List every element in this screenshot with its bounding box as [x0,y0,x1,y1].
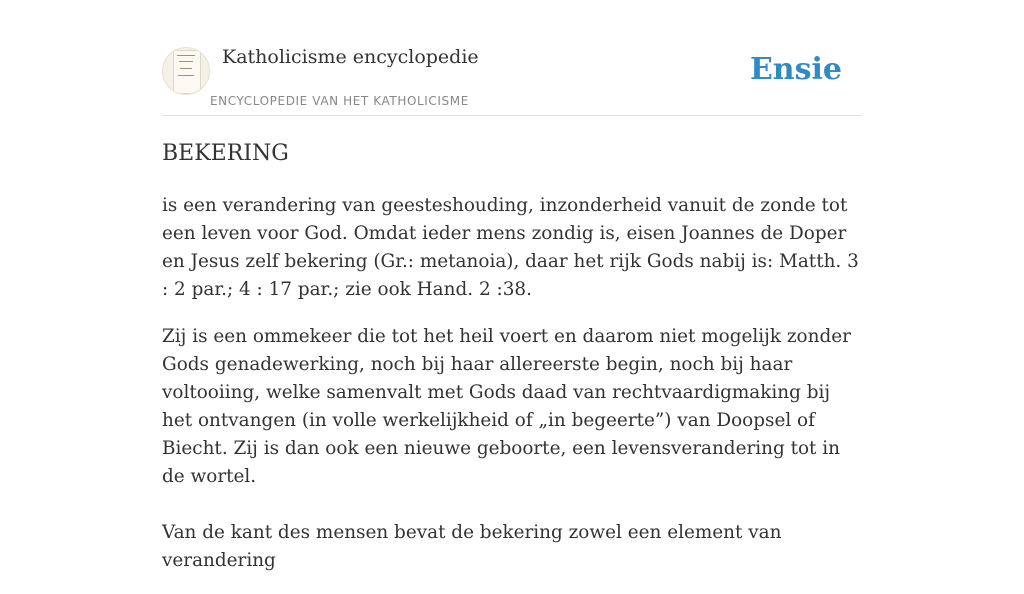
page-container [162,0,862,571]
entry-paragraph: Zij is een ommekeer die tot het heil voert en daarom niet mogelijk zonder Gods genadewerking, noch bij haar allereerste begin, noch bij haar voltooiing, welke samenvalt met Gods daad van rechtvaardigmaking bij het ontvangen (in volle werkelijkheid of „in begeerte”) van Doopsel of Biecht. Zij is dan ook een nieuwe geboorte, een levensverandering tot in de wortel. [162,326,851,487]
cover-text-line [180,68,192,69]
entry-body [162,192,862,594]
entry-title: BEKERING [162,141,289,166]
encyclopedia-cover-thumbnail[interactable] [162,47,210,95]
cover-text-line [178,75,194,76]
book-cover-icon [173,50,201,94]
entry-paragraph: Van de kant des mensen bevat de bekering zowel een element van verandering [162,522,782,571]
site-header [162,0,862,116]
entry-paragraph: is een verandering van geesteshouding, inzonderheid vanuit de zonde tot een leven voor God. Omdat ieder mens zondig is, eisen Joannes de Doper en Jesus zelf bekering (Gr.: metanoia), daar het rijk Gods nabij is: Matth. 3 : 2 par.; 4 : 17 par.; zie ook Hand. 2 :38. [162,195,859,300]
encyclopedia-subtitle: ENCYCLOPEDIE VAN HET KATHOLICISME [210,94,469,108]
ensie-logo-link[interactable]: Ensie [749,52,842,87]
encyclopedia-title[interactable]: Katholicisme encyclopedie [222,46,479,68]
cover-text-line [179,61,193,62]
cover-text-line [177,55,195,56]
